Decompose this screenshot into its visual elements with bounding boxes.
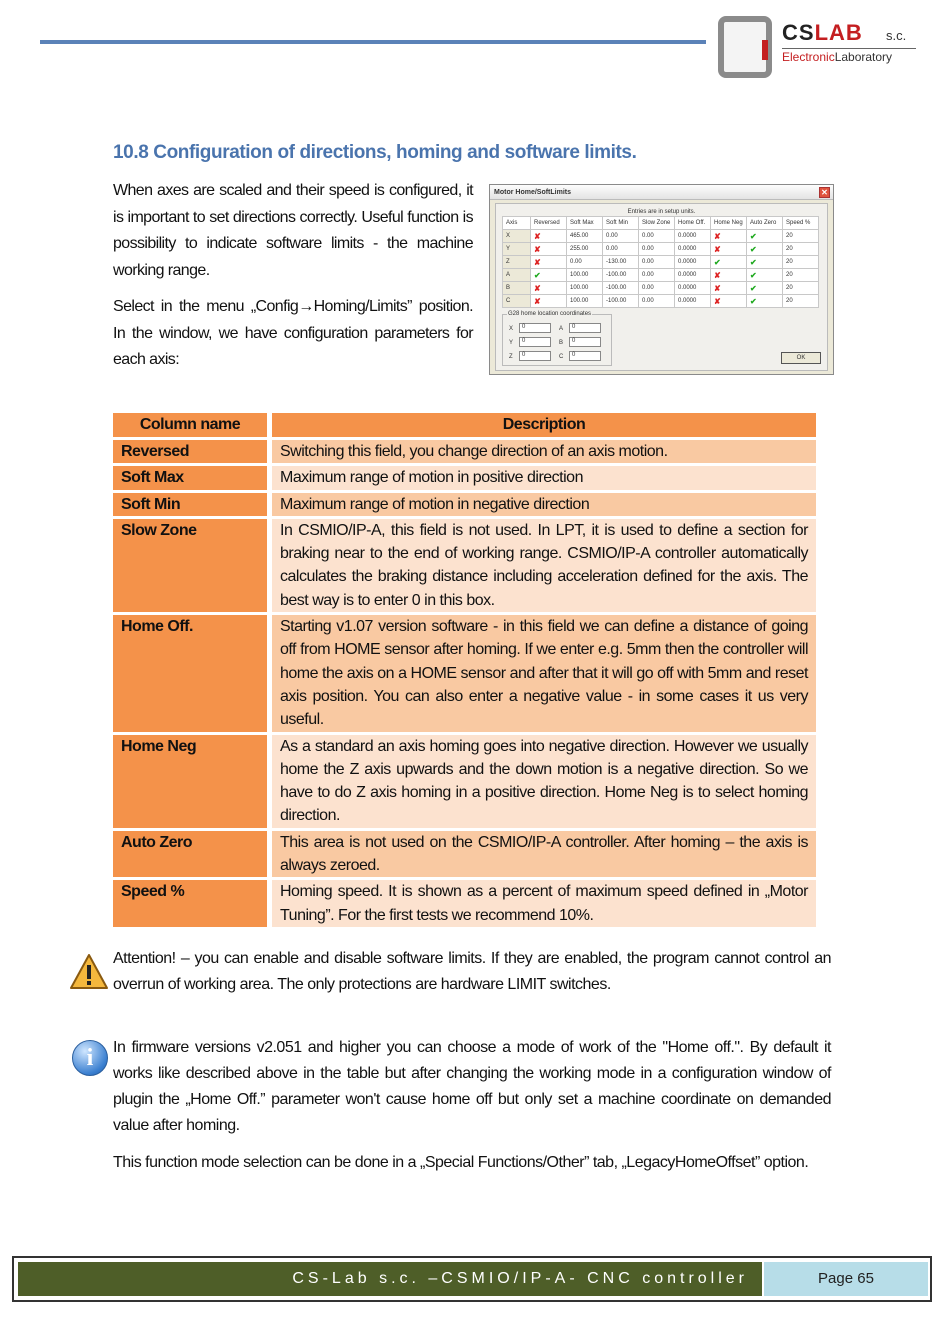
row-name: Slow Zone	[113, 519, 272, 612]
col-header: Auto Zero	[747, 217, 783, 230]
soft-max-cell[interactable]: 100.00	[567, 295, 603, 308]
table-row	[113, 519, 816, 612]
row-desc: Maximum range of motion in positive direction	[272, 466, 816, 489]
logo-lab: LAB	[814, 20, 863, 45]
table-row	[113, 466, 816, 489]
home-off-cell[interactable]: 0.0000	[675, 230, 711, 243]
attention-note: Attention! – you can enable and disable software limits. If they are enabled, the program cannot control an overrun of working area. The only protections are hardware LIMIT switches.	[113, 950, 831, 993]
home-neg-toggle[interactable]	[711, 269, 747, 282]
axis-cell: Z	[503, 256, 531, 269]
col-header: Slow Zone	[639, 217, 675, 230]
logo-electronic: Electronic	[782, 50, 835, 64]
warning-icon	[69, 952, 109, 992]
row-desc: Starting v1.07 version software - in this field we can define a distance of going off from HOME sensor after homing. If we enter e.g. 5mm then the controller will home the axis on a HOME sensor and after that it will go off with 5mm and reset axis position. You can also enter a negative value - in some cases it us very useful.	[272, 615, 816, 731]
reversed-toggle[interactable]	[531, 243, 567, 256]
row-name: Reversed	[113, 440, 272, 463]
table-row	[113, 493, 816, 516]
page-number: Page 65	[764, 1262, 928, 1296]
slow-zone-cell[interactable]: 0.00	[639, 295, 675, 308]
column-description-table	[113, 410, 816, 930]
reversed-toggle[interactable]	[531, 230, 567, 243]
home-off-cell[interactable]: 0.0000	[675, 269, 711, 282]
reversed-toggle[interactable]	[531, 295, 567, 308]
g28-group	[502, 311, 612, 366]
speed-cell[interactable]: 20	[783, 230, 819, 243]
g28-field-y[interactable]: Y 0	[509, 337, 551, 347]
logo-suffix: s.c.	[886, 28, 907, 43]
header-description: Description	[272, 413, 816, 437]
soft-max-cell[interactable]: 100.00	[567, 269, 603, 282]
slow-zone-cell[interactable]: 0.00	[639, 282, 675, 295]
row-desc: Switching this field, you change direction of an axis motion.	[272, 440, 816, 463]
info-note-2: This function mode selection can be done in a „Special Functions/Other” tab, „LegacyHomeOffset” option.	[113, 1154, 809, 1171]
home-off-cell[interactable]: 0.0000	[675, 256, 711, 269]
g28-field-x[interactable]: X 0	[509, 323, 551, 333]
grid-row[interactable]	[503, 256, 819, 269]
green-check-icon[interactable]: ✔	[750, 283, 757, 293]
soft-max-cell[interactable]: 255.00	[567, 243, 603, 256]
row-name: Speed %	[113, 880, 272, 927]
table-row	[113, 615, 816, 731]
home-neg-toggle[interactable]	[711, 295, 747, 308]
g28-field-b[interactable]: B 0	[559, 337, 601, 347]
green-check-icon[interactable]: ✔	[750, 244, 757, 254]
auto-zero-toggle[interactable]	[747, 256, 783, 269]
row-desc: Homing speed. It is shown as a percent of maximum speed defined in „Motor Tuning”. For the first tests we recommend 10%.	[272, 880, 816, 927]
grid-row[interactable]	[503, 295, 819, 308]
dialog-note: Entries are in setup units.	[627, 209, 696, 215]
footer-title: CS-Lab s.c. –CSMIO/IP-A- CNC controller	[18, 1262, 762, 1296]
home-neg-toggle[interactable]	[711, 256, 747, 269]
intro-paragraph-1: When axes are scaled and their speed is configured, it is important to set directions correctly. Useful function is possibility to indicate software limits - the machine working range.	[113, 182, 473, 279]
grid-row[interactable]	[503, 243, 819, 256]
table-row	[113, 440, 816, 463]
row-desc: This area is not used on the CSMIO/IP-A controller. After homing – the axis is always zeroed.	[272, 831, 816, 878]
col-header: Home Neg	[711, 217, 747, 230]
slow-zone-cell[interactable]: 0.00	[639, 243, 675, 256]
soft-min-cell[interactable]: -100.00	[603, 269, 639, 282]
col-header: Soft Min	[603, 217, 639, 230]
red-cross-icon[interactable]: ✘	[534, 283, 541, 293]
slow-zone-cell[interactable]: 0.00	[639, 269, 675, 282]
grid-row[interactable]	[503, 230, 819, 243]
row-desc: In CSMIO/IP-A, this field is not used. In LPT, it is used to define a section for braking near to the end of working range. CSMIO/IP-A controller automatically calculates the braking distance including acceleration defined for the axis. The best way is to enter 0 in this box.	[272, 519, 816, 612]
soft-min-cell[interactable]: -130.00	[603, 256, 639, 269]
red-cross-icon[interactable]: ✘	[534, 257, 541, 267]
logo-laboratory: Laboratory	[834, 50, 893, 64]
g28-label: G28 home location coordinates	[508, 311, 592, 317]
home-off-cell[interactable]: 0.0000	[675, 295, 711, 308]
logo-emblem-icon	[718, 16, 772, 78]
col-header: Soft Max	[567, 217, 603, 230]
slow-zone-cell[interactable]: 0.00	[639, 256, 675, 269]
speed-cell[interactable]: 20	[783, 243, 819, 256]
col-header: Speed %	[783, 217, 819, 230]
green-check-icon[interactable]: ✔	[750, 270, 757, 280]
reversed-toggle[interactable]	[531, 282, 567, 295]
soft-min-cell[interactable]: 0.00	[603, 243, 639, 256]
table-row	[113, 735, 816, 828]
green-check-icon[interactable]: ✔	[750, 296, 757, 306]
intro-paragraph-2: Select in the menu „Config→Homing/Limits” position. In the window, we have configuration parameters for each axis:	[113, 298, 473, 368]
red-cross-icon[interactable]: ✘	[534, 296, 541, 306]
axis-grid	[502, 216, 819, 308]
red-cross-icon[interactable]: ✘	[534, 244, 541, 254]
auto-zero-toggle[interactable]	[747, 230, 783, 243]
home-neg-toggle[interactable]	[711, 282, 747, 295]
home-neg-toggle[interactable]	[711, 230, 747, 243]
grid-row[interactable]	[503, 269, 819, 282]
home-neg-toggle[interactable]	[711, 243, 747, 256]
slow-zone-cell[interactable]: 0.00	[639, 230, 675, 243]
info-icon: i	[72, 1040, 108, 1076]
col-header: Reversed	[531, 217, 567, 230]
home-off-cell[interactable]: 0.0000	[675, 243, 711, 256]
auto-zero-toggle[interactable]	[747, 243, 783, 256]
row-name: Soft Max	[113, 466, 272, 489]
green-check-icon[interactable]: ✔	[750, 257, 757, 267]
row-desc: Maximum range of motion in negative direction	[272, 493, 816, 516]
table-row	[113, 831, 816, 878]
ok-button[interactable]: OK	[781, 352, 821, 364]
red-cross-icon[interactable]: ✘	[534, 231, 541, 241]
motor-home-softlimits-dialog	[489, 184, 834, 375]
soft-min-cell[interactable]: -100.00	[603, 282, 639, 295]
g28-field-z[interactable]: Z 0	[509, 351, 551, 361]
row-name: Auto Zero	[113, 831, 272, 878]
logo-cs: CS	[782, 20, 815, 45]
green-check-icon[interactable]: ✔	[714, 257, 721, 267]
soft-max-cell[interactable]: 0.00	[567, 256, 603, 269]
close-icon[interactable]: ✕	[819, 187, 830, 198]
soft-min-cell[interactable]: -100.00	[603, 295, 639, 308]
row-desc: As a standard an axis homing goes into negative direction. However we usually home the Z axis upwards and the down motion is a negative direction. So we have to do Z axis homing in a positive direction. Home Neg is to select homing direction.	[272, 735, 816, 828]
row-name: Home Off.	[113, 615, 272, 731]
home-off-cell[interactable]: 0.0000	[675, 282, 711, 295]
red-cross-icon[interactable]: ✘	[714, 270, 721, 280]
grid-row[interactable]	[503, 282, 819, 295]
green-check-icon[interactable]: ✔	[750, 231, 757, 241]
red-cross-icon[interactable]: ✘	[714, 231, 721, 241]
col-header: Home Off.	[675, 217, 711, 230]
speed-cell[interactable]: 20	[783, 295, 819, 308]
g28-field-c[interactable]: C 0	[559, 351, 601, 361]
speed-cell[interactable]: 20	[783, 282, 819, 295]
section-title: 10.8 Configuration of directions, homing and software limits.	[113, 142, 637, 163]
axis-cell: B	[503, 282, 531, 295]
auto-zero-toggle[interactable]	[747, 295, 783, 308]
axis-cell: C	[503, 295, 531, 308]
row-name: Soft Min	[113, 493, 272, 516]
soft-min-cell[interactable]: 0.00	[603, 230, 639, 243]
speed-cell[interactable]: 20	[783, 269, 819, 282]
row-name: Home Neg	[113, 735, 272, 828]
axis-cell: X	[503, 230, 531, 243]
speed-cell[interactable]: 20	[783, 256, 819, 269]
g28-field-a[interactable]: A 0	[559, 323, 601, 333]
red-cross-icon[interactable]: ✘	[714, 283, 721, 293]
green-check-icon[interactable]: ✔	[534, 270, 541, 280]
header-rule	[40, 40, 706, 44]
axis-cell: Y	[503, 243, 531, 256]
col-header: Axis	[503, 217, 531, 230]
reversed-toggle[interactable]	[531, 269, 567, 282]
auto-zero-toggle[interactable]	[747, 282, 783, 295]
info-note-1: In firmware versions v2.051 and higher you can choose a mode of work of the "Home off.". By default it works like described above in the table but after changing the working mode in a configuration window of plugin the „Home Off.” parameter won't cause home off but only set a machine coordinate on demanded value after homing.	[113, 1039, 831, 1134]
table-row	[113, 880, 816, 927]
page-footer	[12, 1256, 932, 1302]
red-cross-icon[interactable]: ✘	[714, 296, 721, 306]
reversed-toggle[interactable]	[531, 256, 567, 269]
soft-max-cell[interactable]: 100.00	[567, 282, 603, 295]
axis-cell: A	[503, 269, 531, 282]
soft-max-cell[interactable]: 465.00	[567, 230, 603, 243]
cslab-logo	[714, 12, 924, 92]
dialog-title: Motor Home/SoftLimits	[494, 189, 571, 196]
red-cross-icon[interactable]: ✘	[714, 244, 721, 254]
header-column-name: Column name	[113, 413, 272, 437]
auto-zero-toggle[interactable]	[747, 269, 783, 282]
